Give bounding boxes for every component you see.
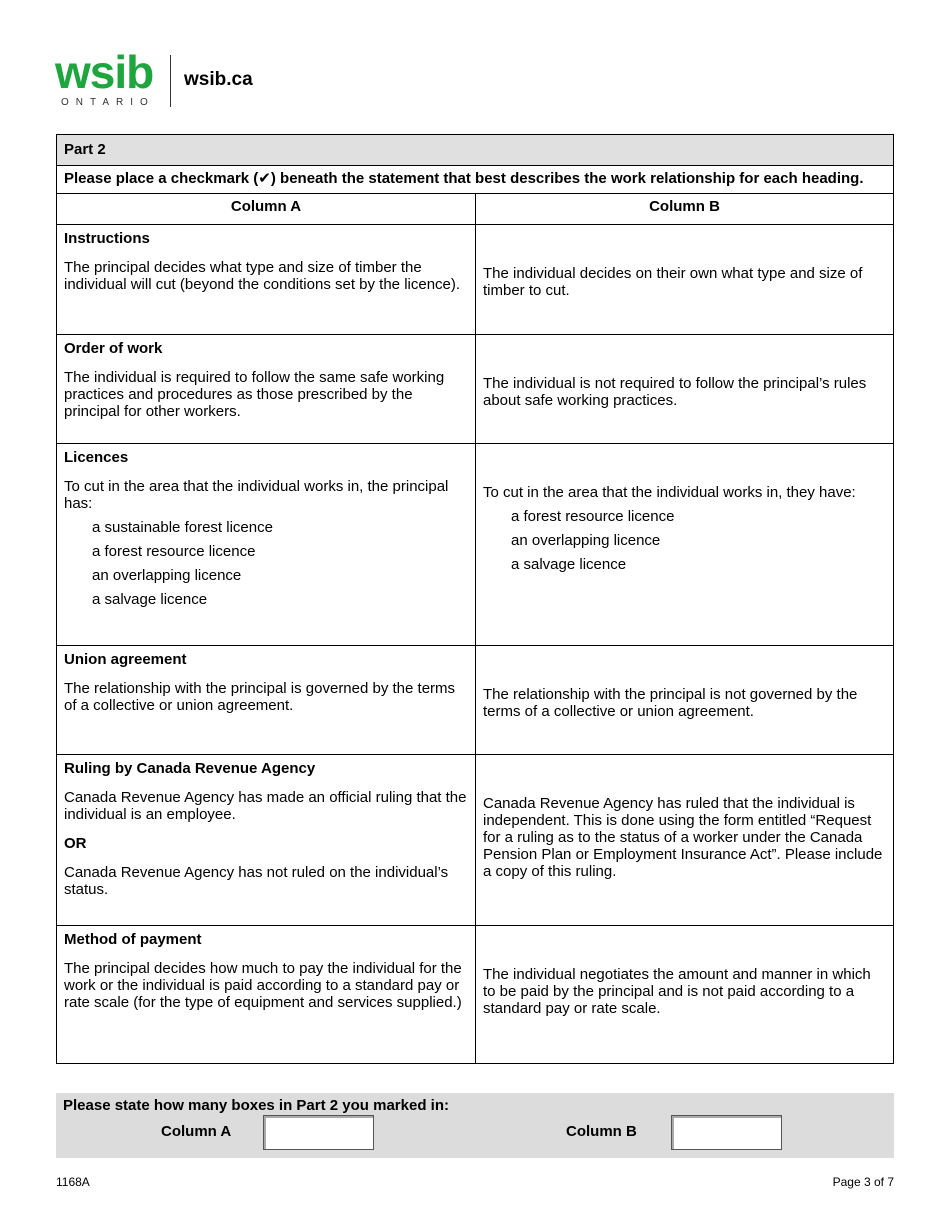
column-a-statement: The relationship with the principal is governed by the terms of a collective or union agreement. bbox=[64, 680, 456, 714]
part-instruction: Please place a checkmark (✔) beneath the statement that best describes the work relationship for each heading. bbox=[57, 166, 893, 194]
wsib-logo bbox=[55, 46, 165, 110]
row-heading: Order of work bbox=[64, 340, 163, 357]
site-url: wsib.ca bbox=[184, 69, 253, 90]
column-a-cell[interactable] bbox=[57, 335, 475, 443]
column-b-header: Column B bbox=[475, 194, 893, 224]
column-b-cell[interactable] bbox=[475, 646, 893, 754]
row-order-of-work bbox=[57, 335, 893, 444]
row-union-agreement bbox=[57, 646, 893, 755]
column-a-statement-alt: Canada Revenue Agency has not ruled on the individual’s status. bbox=[64, 864, 449, 898]
column-b-options bbox=[483, 508, 886, 573]
column-a-statement: Canada Revenue Agency has made an official ruling that the individual is an employee. bbox=[64, 789, 467, 823]
column-a-header: Column A bbox=[230, 198, 302, 215]
column-b-cell[interactable] bbox=[475, 225, 893, 334]
column-a-options bbox=[64, 519, 468, 608]
form-number: 1168A bbox=[56, 1175, 90, 1189]
part-2-form bbox=[56, 134, 894, 1064]
part-title: Part 2 bbox=[57, 135, 893, 166]
row-instructions bbox=[57, 225, 893, 335]
column-b-statement: To cut in the area that the individual works in, they have: bbox=[483, 484, 856, 501]
column-b-count-label: Column B bbox=[566, 1123, 637, 1140]
row-cra-ruling bbox=[57, 755, 893, 926]
column-b-statement: Canada Revenue Agency has ruled that the individual is independent. This is done using the form entitled “Request for a ruling as to the status of a worker under the Canada Pension Plan or Employment Insurance Act”. Please include a copy of this ruling. bbox=[483, 795, 883, 880]
column-a-statement: The principal decides what type and size of timber the individual will cut (beyond the conditions set by the licence). bbox=[64, 259, 461, 293]
column-b-statement: The individual decides on their own what type and size of timber to cut. bbox=[483, 265, 863, 299]
column-a-statement: The individual is required to follow the same safe working practices and procedures as those prescribed by the principal for other workers. bbox=[64, 369, 445, 420]
row-licences bbox=[57, 444, 893, 646]
or-separator: OR bbox=[64, 835, 87, 852]
column-b-cell[interactable] bbox=[475, 335, 893, 443]
licence-option[interactable]: a sustainable forest licence bbox=[92, 519, 273, 536]
column-a-cell[interactable] bbox=[57, 755, 475, 925]
column-a-count-input[interactable] bbox=[263, 1115, 374, 1150]
tally-question: Please state how many boxes in Part 2 you marked in: bbox=[63, 1097, 449, 1114]
column-b-statement: The individual is not required to follow the principal’s rules about safe working practices. bbox=[483, 375, 867, 409]
logo-divider bbox=[170, 55, 171, 107]
column-a-cell bbox=[57, 444, 475, 645]
logo-subtext: ONTARIO bbox=[61, 97, 155, 108]
licence-option[interactable]: a forest resource licence bbox=[511, 508, 675, 525]
column-b-cell bbox=[475, 444, 893, 645]
column-b-statement: The individual negotiates the amount and manner in which to be paid by the principal and is not paid according to a standard pay or rate scale. bbox=[483, 966, 871, 1017]
column-headers bbox=[57, 194, 893, 225]
row-heading: Method of payment bbox=[64, 931, 202, 948]
licence-option[interactable]: an overlapping licence bbox=[511, 532, 661, 549]
column-b-statement: The relationship with the principal is not governed by the terms of a collective or union agreement. bbox=[483, 686, 858, 720]
row-heading: Ruling by Canada Revenue Agency bbox=[64, 760, 316, 777]
licence-option[interactable]: a salvage licence bbox=[511, 556, 627, 573]
page-number: Page 3 of 7 bbox=[832, 1175, 894, 1189]
row-heading: Union agreement bbox=[64, 651, 187, 668]
licence-option[interactable]: an overlapping licence bbox=[92, 567, 242, 584]
column-a-cell[interactable] bbox=[57, 225, 475, 334]
column-a-count-label: Column A bbox=[161, 1123, 232, 1140]
column-a-statement: The principal decides how much to pay the individual for the work or the individual is paid according to a standard pay or rate scale (for the type of equipment and services supplied.) bbox=[64, 960, 462, 1011]
column-a-cell[interactable] bbox=[57, 926, 475, 1063]
column-b-cell[interactable] bbox=[475, 926, 893, 1063]
column-b-cell[interactable] bbox=[475, 755, 893, 925]
licence-option[interactable]: a salvage licence bbox=[92, 591, 208, 608]
row-heading: Instructions bbox=[64, 230, 150, 247]
column-b-count-input[interactable] bbox=[671, 1115, 782, 1150]
row-heading: Licences bbox=[64, 449, 129, 466]
tally-section bbox=[56, 1093, 894, 1158]
row-method-of-payment bbox=[57, 926, 893, 1063]
column-a-cell[interactable] bbox=[57, 646, 475, 754]
logo-wordmark: wsib bbox=[55, 46, 154, 98]
licence-option[interactable]: a forest resource licence bbox=[92, 543, 256, 560]
column-a-statement: To cut in the area that the individual works in, the principal has: bbox=[64, 478, 449, 512]
